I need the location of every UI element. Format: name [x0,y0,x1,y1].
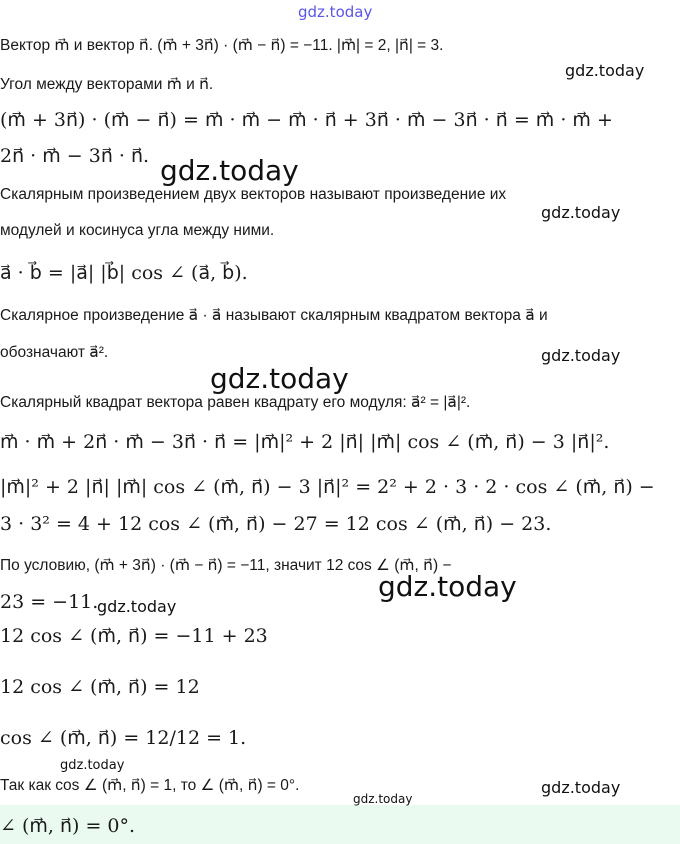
watermark: gdz.today [541,346,621,365]
line-square-def-1: Скалярное произведение a⃗ · a⃗ называют скалярным квадратом вектора a⃗ и [0,307,548,324]
watermark-top: gdz.today [298,3,373,21]
line-def-1: Скалярным произведением двух векторов называют произведение их [0,186,507,203]
line-expand-2: 2n⃗ · m⃗ − 3n⃗ · n⃗. [0,145,150,167]
line-square-def-2: обозначают a⃗². [0,344,109,361]
line-substitute-2: |m⃗|² + 2 |n⃗| |m⃗| cos ∠ (m⃗, n⃗) − 3 |n⃗|² = 2² + 2 · 3 · 2 · cos ∠ (m⃗, n⃗) − [0,476,655,498]
watermark: gdz.today [353,792,413,806]
line-expand-1: (m⃗ + 3n⃗) · (m⃗ − n⃗) = m⃗ · m⃗ − m⃗ · n⃗ + 3n⃗ · m⃗ − 3n⃗ · n⃗ = m⃗ · m⃗ + [0,109,613,131]
line-substitute-1: m⃗ · m⃗ + 2n⃗ · m⃗ − 3n⃗ · n⃗ = |m⃗|² + 2 |n⃗| |m⃗| cos ∠ (m⃗, n⃗) − 3 |n⃗|². [0,431,610,453]
line-square-modulus: Скалярный квадрат вектора равен квадрату его модуля: a⃗² = |a⃗|². [0,394,471,411]
line-condition-2: 23 = −11. [0,591,99,613]
line-substitute-3: 3 · 3² = 4 + 12 cos ∠ (m⃗, n⃗) − 27 = 12 cos ∠ (m⃗, n⃗) − 23. [0,513,552,535]
line-solve-2: 12 cos ∠ (m⃗, n⃗) = 12 [0,676,200,698]
watermark: gdz.today [541,778,621,797]
watermark: gdz.today [378,570,517,603]
watermark: gdz.today [541,203,621,222]
watermark: gdz.today [97,597,177,616]
line-def-2: модулей и косинуса угла между ними. [0,222,275,239]
line-given: Вектор m⃗ и вектор n⃗. (m⃗ + 3n⃗) · (m⃗ − n⃗) = −11. |m⃗| = 2, |n⃗| = 3. [0,37,444,54]
watermark: gdz.today [565,61,645,80]
line-solve-3: cos ∠ (m⃗, n⃗) = 12/12 = 1. [0,727,247,749]
watermark: gdz.today [60,758,125,773]
watermark: gdz.today [160,154,299,187]
line-answer: ∠ (m⃗, n⃗) = 0°. [0,815,136,837]
line-conclusion: Так как cos ∠ (m⃗, n⃗) = 1, то ∠ (m⃗, n⃗) = 0°. [0,777,300,794]
line-condition-1: По условию, (m⃗ + 3n⃗) · (m⃗ − n⃗) = −11, значит 12 cos ∠ (m⃗, n⃗) − [0,557,452,574]
line-solve-1: 12 cos ∠ (m⃗, n⃗) = −11 + 23 [0,625,268,647]
line-dot-formula: a⃗ · b⃗ = |a⃗| |b⃗| cos ∠ (a⃗, b⃗). [0,262,248,284]
watermark: gdz.today [210,362,349,395]
line-find: Угол между векторами m⃗ и n⃗. [0,76,214,93]
